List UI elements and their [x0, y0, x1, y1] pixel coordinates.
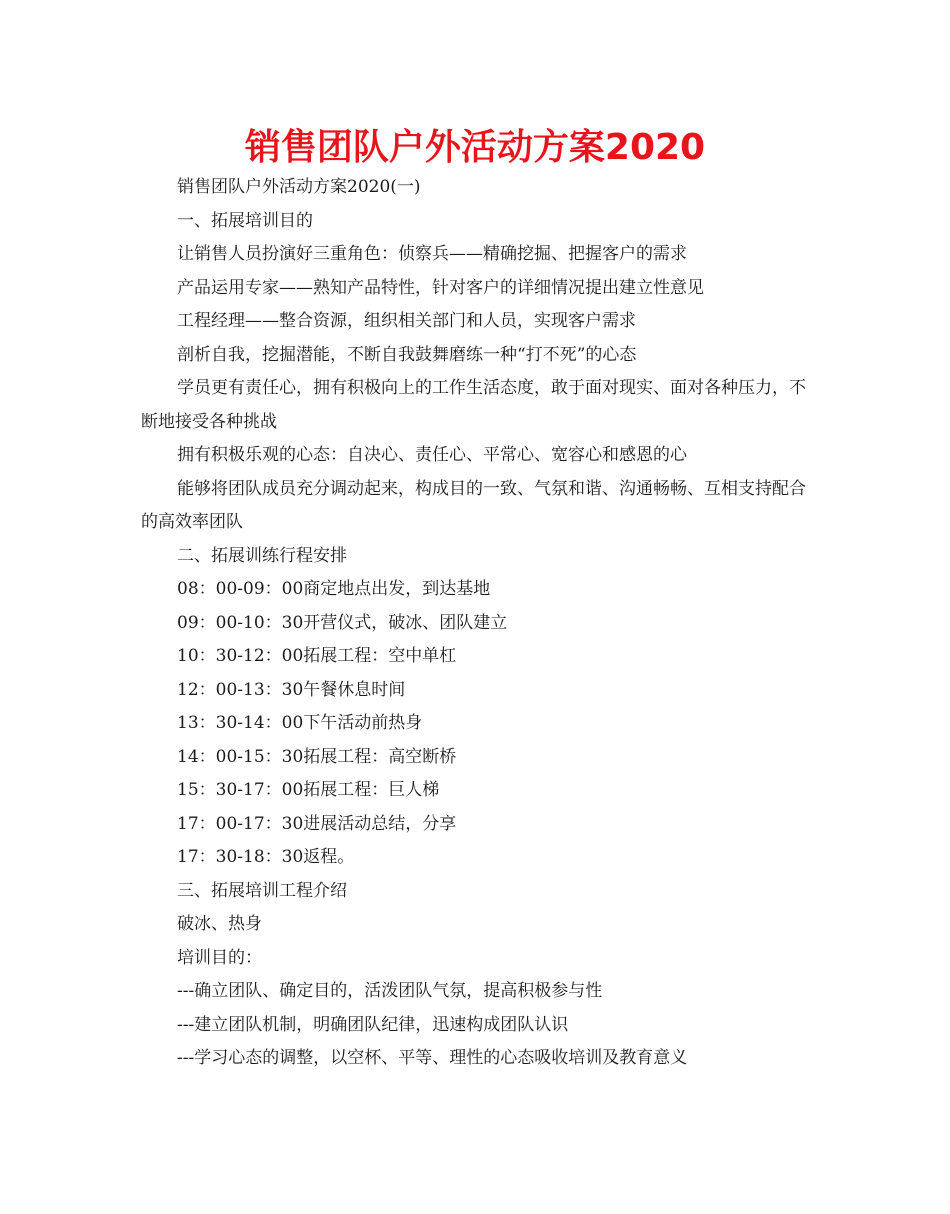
- document-title: 销售团队户外活动方案2020: [244, 127, 706, 168]
- schedule-item: 17：30-18：30返程。: [177, 847, 355, 867]
- schedule-item: 08：00-09：00商定地点出发，到达基地: [177, 579, 491, 599]
- paragraph: 能够将团队成员充分调动起来，构成目的一致、气氛和谐、沟通畅畅、互相支持配合的高效率团队: [141, 478, 806, 532]
- paragraph: 破冰、热身: [177, 914, 262, 934]
- paragraph: 工程经理——整合资源，组织相关部门和人员，实现客户需求: [177, 311, 636, 331]
- section-heading-2: 二、拓展训练行程安排: [177, 545, 347, 566]
- schedule-item: 12：00-13：30午餐休息时间: [177, 679, 406, 700]
- paragraph-subtitle: 销售团队户外活动方案2020(一): [177, 177, 421, 197]
- schedule-item: 10：30-12：00拓展工程：空中单杠: [177, 646, 457, 666]
- schedule-item: 15：30-17：00拓展工程：巨人梯: [177, 780, 440, 800]
- list-item: ---建立团队机制，明确团队纪律，迅速构成团队认识: [177, 1014, 569, 1035]
- schedule-item: 09：00-10：30开营仪式，破冰、团队建立: [177, 612, 508, 633]
- paragraph: 培训目的：: [177, 947, 262, 968]
- paragraph: 产品运用专家——熟知产品特性，针对客户的详细情况提出建立性意见: [177, 277, 704, 298]
- section-heading-3: 三、拓展培训工程介绍: [177, 880, 347, 901]
- paragraph: 剖析自我，挖掘潜能，不断自我鼓舞磨练一种“打不死”的心态: [177, 344, 637, 365]
- paragraph: 让销售人员扮演好三重角色：侦察兵——精确挖掘、把握客户的需求: [177, 244, 687, 264]
- list-item: ---学习心态的调整，以空杯、平等、理性的心态吸收培训及教育意义: [177, 1048, 688, 1068]
- schedule-item: 17：00-17：30进展活动总结，分享: [177, 813, 457, 834]
- schedule-item: 13：30-14：00下午活动前热身: [177, 713, 423, 733]
- section-heading-1: 一、拓展培训目的: [177, 210, 313, 231]
- document-body: [141, 171, 821, 1076]
- list-item: ---确立团队、确定目的，活泼团队气氛，提高积极参与性: [177, 981, 603, 1001]
- schedule-item: 14：00-15：30拓展工程：高空断桥: [177, 746, 457, 767]
- paragraph: 拥有积极乐观的心态：自决心、责任心、平常心、宽容心和感恩的心: [177, 445, 687, 465]
- paragraph: 学员更有责任心，拥有积极向上的工作生活态度，敢于面对现实、面对各种压力，不断地接受各种挑战: [141, 378, 806, 432]
